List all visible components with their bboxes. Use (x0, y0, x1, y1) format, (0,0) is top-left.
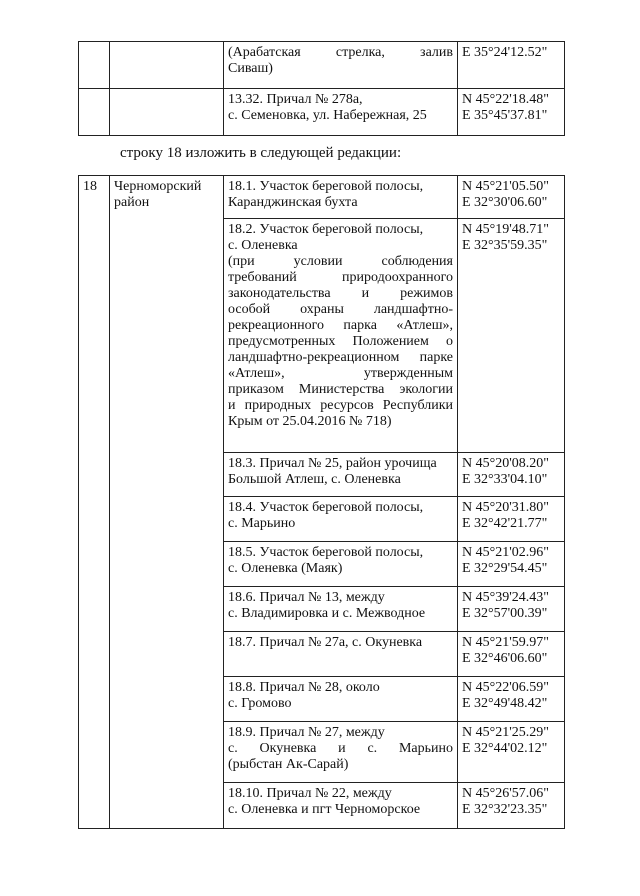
instruction-text: строку 18 изложить в следующей редакции: (120, 145, 402, 161)
place-line: Каранджинская бухта (228, 195, 358, 210)
district-cell (110, 89, 224, 136)
place-line: приказом Министерства экологии (228, 382, 453, 397)
place-line: Крым от 25.04.2016 № 718) (228, 414, 392, 429)
place-cell (224, 42, 458, 89)
place-line: с. Владимировка и с. Межводное (228, 606, 426, 621)
place-line: рекреационного парка «Атлеш», (228, 318, 453, 333)
place-line: «Атлеш», утвержденным (228, 366, 453, 381)
coord-line: E 32°44'02.12" (462, 741, 548, 756)
place-cell (224, 677, 458, 722)
place-cell (224, 542, 458, 587)
place-line: 13.32. Причал № 278а, (228, 92, 363, 107)
row-number-cell (79, 89, 110, 136)
coord-line: N 45°21'05.50" (462, 179, 549, 194)
coord-line: N 45°21'02.96" (462, 545, 549, 560)
place-cell (224, 632, 458, 677)
coords-cell (458, 542, 565, 587)
place-line: с. Оленевка и пгт Черноморское (228, 802, 421, 817)
place-line: 18.9. Причал № 27, между (228, 725, 385, 740)
row18-table (78, 175, 565, 829)
top-table (78, 41, 565, 136)
district-line: район (114, 195, 150, 210)
coord-line: E 32°57'00.39" (462, 606, 548, 621)
place-line: требований природоохранного (228, 270, 453, 285)
coords-cell (458, 176, 565, 219)
coords-cell (458, 677, 565, 722)
coord-line: E 32°29'54.45" (462, 561, 548, 576)
place-line: с. Марьино (228, 516, 296, 531)
coord-line: E 32°46'06.60" (462, 651, 548, 666)
place-line: и природных ресурсов Республики (228, 398, 453, 413)
coord-line: E 32°35'59.35" (462, 238, 548, 253)
coord-line: N 45°21'59.97" (462, 635, 549, 650)
coord-line: N 45°21'25.29" (462, 725, 549, 740)
coords-cell (458, 453, 565, 497)
coord-line: E 32°32'23.35" (462, 802, 548, 817)
coord-line: E 32°42'21.77" (462, 516, 548, 531)
place-cell (224, 176, 458, 219)
place-line: (при условии соблюдения (228, 254, 453, 269)
coord-line: N 45°26'57.06" (462, 786, 549, 801)
place-line: с. Семеновка, ул. Набережная, 25 (228, 108, 427, 123)
coord-line: E 32°49'48.42" (462, 696, 548, 711)
place-line: 18.10. Причал № 22, между (228, 786, 392, 801)
coords-cell (458, 587, 565, 632)
place-cell (224, 89, 458, 136)
coord-line: N 45°19'48.71" (462, 222, 549, 237)
coord-line: N 45°39'24.43" (462, 590, 549, 605)
place-line: 18.2. Участок береговой полосы, (228, 222, 424, 237)
coord-line: E 32°33'04.10" (462, 472, 548, 487)
place-line: ландшафтно-рекреационном парке (228, 350, 453, 365)
coord-line: N 45°20'08.20" (462, 456, 549, 471)
place-line: 18.6. Причал № 13, между (228, 590, 385, 605)
place-line: 18.8. Причал № 28, около (228, 680, 380, 695)
coord-line: N 45°20'31.80" (462, 500, 549, 515)
place-line: (рыбстан Ак-Сарай) (228, 757, 349, 772)
coords-cell (458, 722, 565, 783)
coord-line: N 45°22'18.48" (462, 92, 549, 107)
place-line: Сиваш) (228, 61, 273, 76)
place-cell (224, 783, 458, 829)
place-line: с. Оленевка (228, 238, 298, 253)
coord-line: E 35°45'37.81" (462, 108, 548, 123)
place-cell (224, 587, 458, 632)
place-cell (224, 497, 458, 542)
place-line: Большой Атлеш, с. Оленевка (228, 472, 401, 487)
table-row (79, 176, 565, 219)
place-line: законодательства и режимов (228, 286, 453, 301)
coords-cell (458, 219, 565, 453)
coords-cell (458, 783, 565, 829)
row-number-cell (79, 42, 110, 89)
place-line: с. Окуневка и с. Марьино (228, 741, 453, 756)
district-cell (110, 42, 224, 89)
place-line: особой охраны ландшафтно- (228, 302, 453, 317)
table-row (79, 89, 565, 136)
table-row (79, 42, 565, 89)
place-line: 18.5. Участок береговой полосы, (228, 545, 424, 560)
place-line: предусмотренных Положением о (228, 334, 453, 349)
place-line: 18.7. Причал № 27а, с. Окуневка (228, 635, 423, 650)
coords-cell (458, 632, 565, 677)
place-cell (224, 219, 458, 453)
coord-line: N 45°22'06.59" (462, 680, 549, 695)
coords-cell (458, 89, 565, 136)
place-line: с. Оленевка (Маяк) (228, 561, 343, 576)
coord-line: E 35°24'12.52" (462, 45, 548, 60)
coords-cell (458, 497, 565, 542)
place-cell (224, 453, 458, 497)
coords-cell (458, 42, 565, 89)
place-line: 18.4. Участок береговой полосы, (228, 500, 424, 515)
district-cell (110, 176, 224, 829)
place-cell (224, 722, 458, 783)
district-line: Черноморский (114, 179, 202, 194)
place-line: с. Громово (228, 696, 292, 711)
place-line: 18.1. Участок береговой полосы, (228, 179, 424, 194)
row-number-cell: 18 (79, 176, 110, 829)
place-line: (Арабатская стрелка, залив (228, 45, 453, 60)
place-line: 18.3. Причал № 25, район урочища (228, 456, 437, 471)
coord-line: E 32°30'06.60" (462, 195, 548, 210)
